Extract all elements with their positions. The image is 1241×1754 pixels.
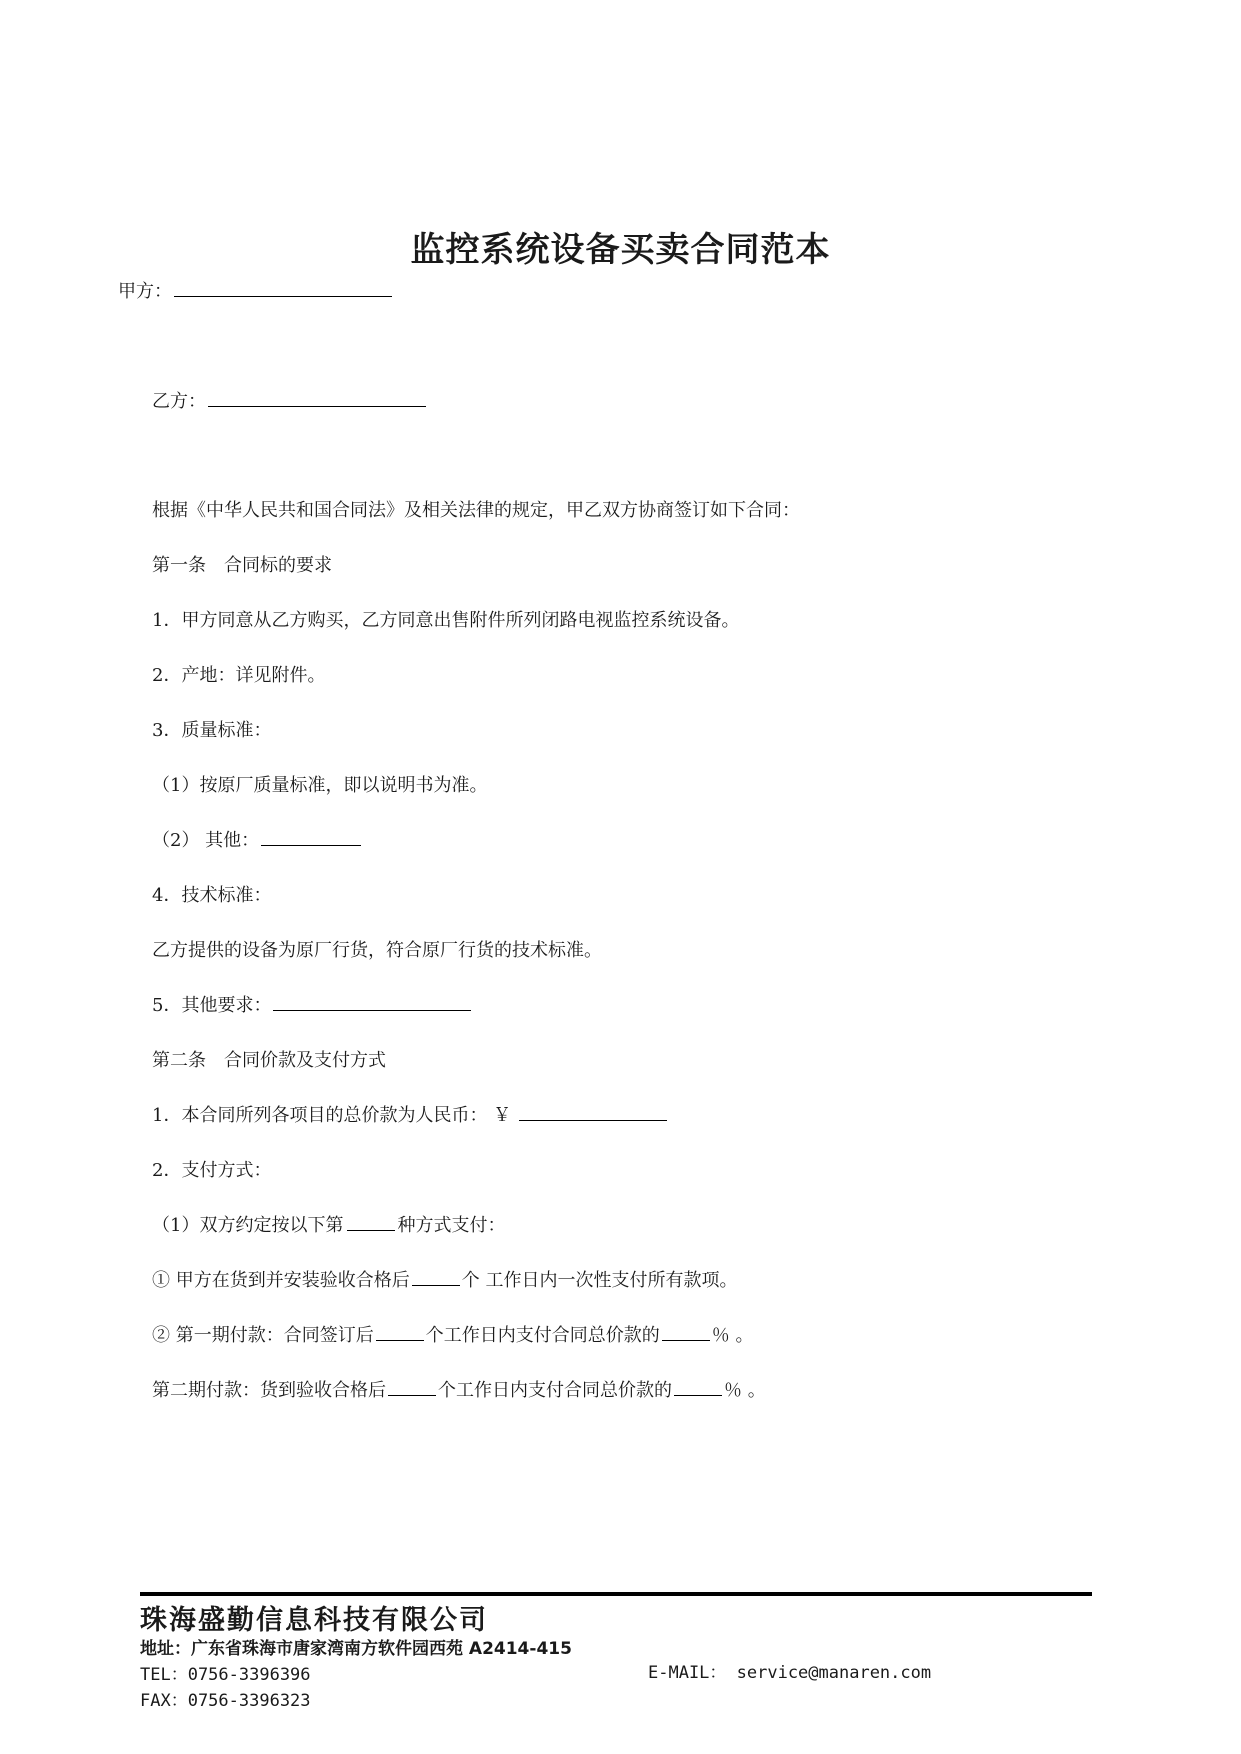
article1-item4-text: 乙方提供的设备为原厂行货，符合原厂行货的技术标准。 — [152, 940, 602, 961]
party-a-label: 甲方： — [118, 281, 172, 302]
article2-item1 — [152, 1104, 669, 1128]
article1-heading: 第一条 合同标的要求 — [152, 555, 332, 576]
article1-item1: 1．甲方同意从乙方购买，乙方同意出售附件所列闭路电视监控系统设备。 — [152, 610, 740, 631]
article1-item2: 2．产地：详见附件。 — [152, 665, 326, 686]
footer-address: 地址：广东省珠海市唐家湾南方软件园西苑 A2414-415 — [140, 1639, 572, 1659]
article1-item4: 4．技术标准： — [152, 885, 272, 906]
phase2-percent-blank[interactable] — [674, 1379, 722, 1396]
option2-prefix: ② 第一期付款：合同签订后 — [152, 1325, 374, 1346]
footer-fax: FAX：0756-3396323 — [140, 1691, 311, 1711]
option2-middle: 个工作日内支付合同总价款的 — [425, 1325, 660, 1346]
option1-prefix: ① 甲方在货到并安装验收合格后 — [152, 1270, 410, 1291]
total-price-blank[interactable] — [519, 1104, 667, 1121]
footer-company: 珠海盛勤信息科技有限公司 — [140, 1605, 488, 1636]
article2-heading: 第二条 合同价款及支付方式 — [152, 1050, 386, 1071]
phase2-days-blank[interactable] — [388, 1379, 436, 1396]
option2-suffix: ％ 。 — [711, 1325, 754, 1346]
article2-sub1 — [152, 1214, 505, 1238]
other-requirements-blank[interactable] — [273, 994, 471, 1011]
party-b-label: 乙方： — [152, 391, 206, 412]
phase2-prefix: 第二期付款：货到验收合格后 — [152, 1380, 386, 1401]
option1-suffix: 个 工作日内一次性支付所有款项。 — [461, 1270, 738, 1291]
payment-option1 — [152, 1269, 737, 1293]
party-a-blank[interactable] — [174, 280, 392, 297]
payment-method-blank[interactable] — [347, 1214, 395, 1231]
option2-days-blank[interactable] — [376, 1324, 424, 1341]
article1-item3: 3．质量标准： — [152, 720, 272, 741]
other-quality-blank[interactable] — [261, 829, 361, 846]
party-a-line — [118, 280, 394, 304]
phase2-suffix: ％ 。 — [724, 1380, 766, 1401]
phase2-middle: 个工作日内支付合同总价款的 — [438, 1380, 672, 1401]
payment-option2 — [152, 1324, 753, 1348]
total-price-label: 1．本合同所列各项目的总价款为人民币： ￥ — [152, 1105, 512, 1126]
option1-days-blank[interactable] — [412, 1269, 460, 1286]
article1-item3-sub1: （1）按原厂质量标准，即以说明书为准。 — [152, 775, 488, 796]
article2-item2: 2．支付方式： — [152, 1160, 272, 1181]
payment-method-suffix: 种方式支付： — [397, 1215, 506, 1236]
footer-tel: TEL：0756-3396396 — [140, 1665, 311, 1685]
option2-percent-blank[interactable] — [662, 1324, 710, 1341]
party-b-blank[interactable] — [208, 390, 426, 407]
other-requirements-label: 5．其他要求： — [152, 995, 272, 1016]
article1-item5 — [152, 994, 473, 1018]
footer-email: E-MAIL： service@manaren.com — [648, 1663, 932, 1683]
article1-item3-sub2 — [152, 829, 363, 853]
document-title: 监控系统设备买卖合同范本 — [410, 230, 831, 270]
party-b-line — [152, 390, 428, 414]
payment-phase2 — [152, 1379, 766, 1403]
other-quality-label: （2） 其他： — [152, 830, 260, 851]
payment-method-prefix: （1）双方约定按以下第 — [152, 1215, 344, 1236]
intro-text: 根据《中华人民共和国合同法》及相关法律的规定，甲乙双方协商签订如下合同： — [152, 500, 800, 521]
footer-divider — [140, 1592, 1092, 1596]
